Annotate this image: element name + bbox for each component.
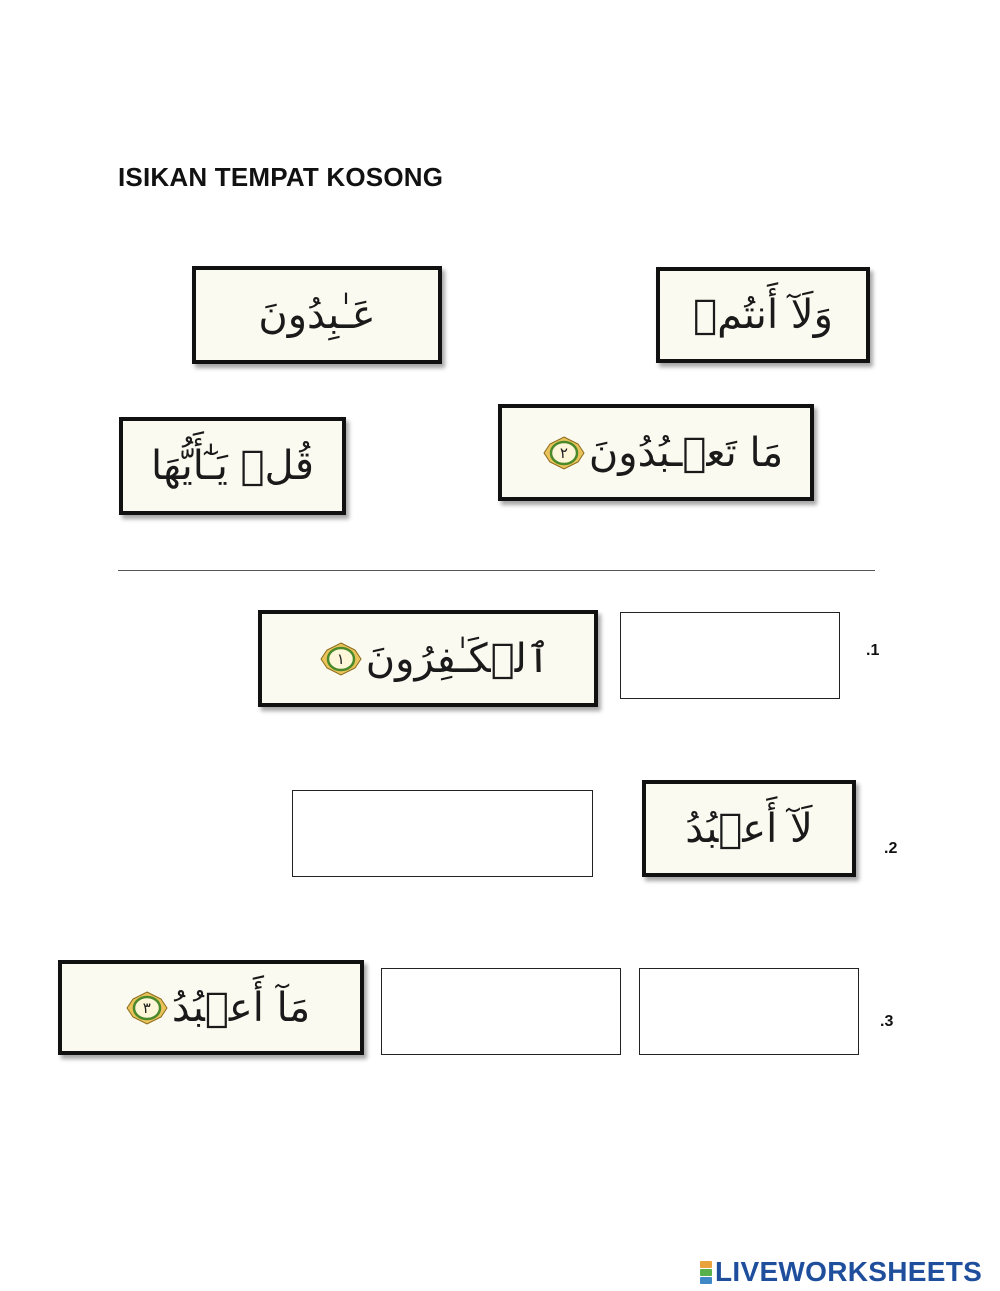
ayah-number: ٢ xyxy=(559,443,568,462)
ayah-marker-icon xyxy=(543,436,585,470)
word-card-text: عَـٰبِدُونَ xyxy=(258,292,376,338)
ayah-marker-icon xyxy=(126,991,168,1025)
question-3-answer-box-2[interactable] xyxy=(639,968,859,1055)
question-card-text: ٱلۡكَـٰفِرُونَ xyxy=(365,635,551,682)
question-3-card xyxy=(58,960,364,1055)
worksheet-title: ISIKAN TEMPAT KOSONG xyxy=(118,162,444,192)
question-1-answer-box[interactable] xyxy=(620,612,840,699)
section-divider xyxy=(118,570,875,571)
word-card-wala-antum[interactable] xyxy=(656,267,870,363)
question-3-answer-box-1[interactable] xyxy=(381,968,621,1055)
question-3-number: .3 xyxy=(880,1013,894,1030)
ayah-number: ١ xyxy=(336,649,345,668)
word-card-text: مَا تَعۡـبُدُونَ xyxy=(588,429,784,476)
liveworksheets-logo-icon xyxy=(700,1261,712,1284)
ayah-marker-icon xyxy=(320,642,362,676)
word-card-text: وَلَآ أَنتُمۡ xyxy=(693,292,833,338)
word-card-text: قُلۡ يَـٰٓأَيُّهَا xyxy=(151,443,314,489)
question-card-text: لَآ أَعۡبُدُ xyxy=(685,805,813,852)
question-2-card xyxy=(642,780,856,877)
question-1-number: .1 xyxy=(866,642,880,659)
word-card-abidun[interactable] xyxy=(192,266,442,364)
word-card-ma-tabudun[interactable] xyxy=(498,404,814,501)
liveworksheets-logo xyxy=(700,1256,982,1288)
question-2-answer-box[interactable] xyxy=(292,790,593,877)
word-card-qul-ya-ayyuha[interactable] xyxy=(119,417,346,515)
brand-name: LIVEWORKSHEETS xyxy=(715,1256,983,1287)
question-1-card xyxy=(258,610,598,707)
question-card-text: مَآ أَعۡبُدُ xyxy=(171,984,311,1031)
question-2-number: .2 xyxy=(884,840,898,857)
ayah-number: ٣ xyxy=(142,998,151,1017)
